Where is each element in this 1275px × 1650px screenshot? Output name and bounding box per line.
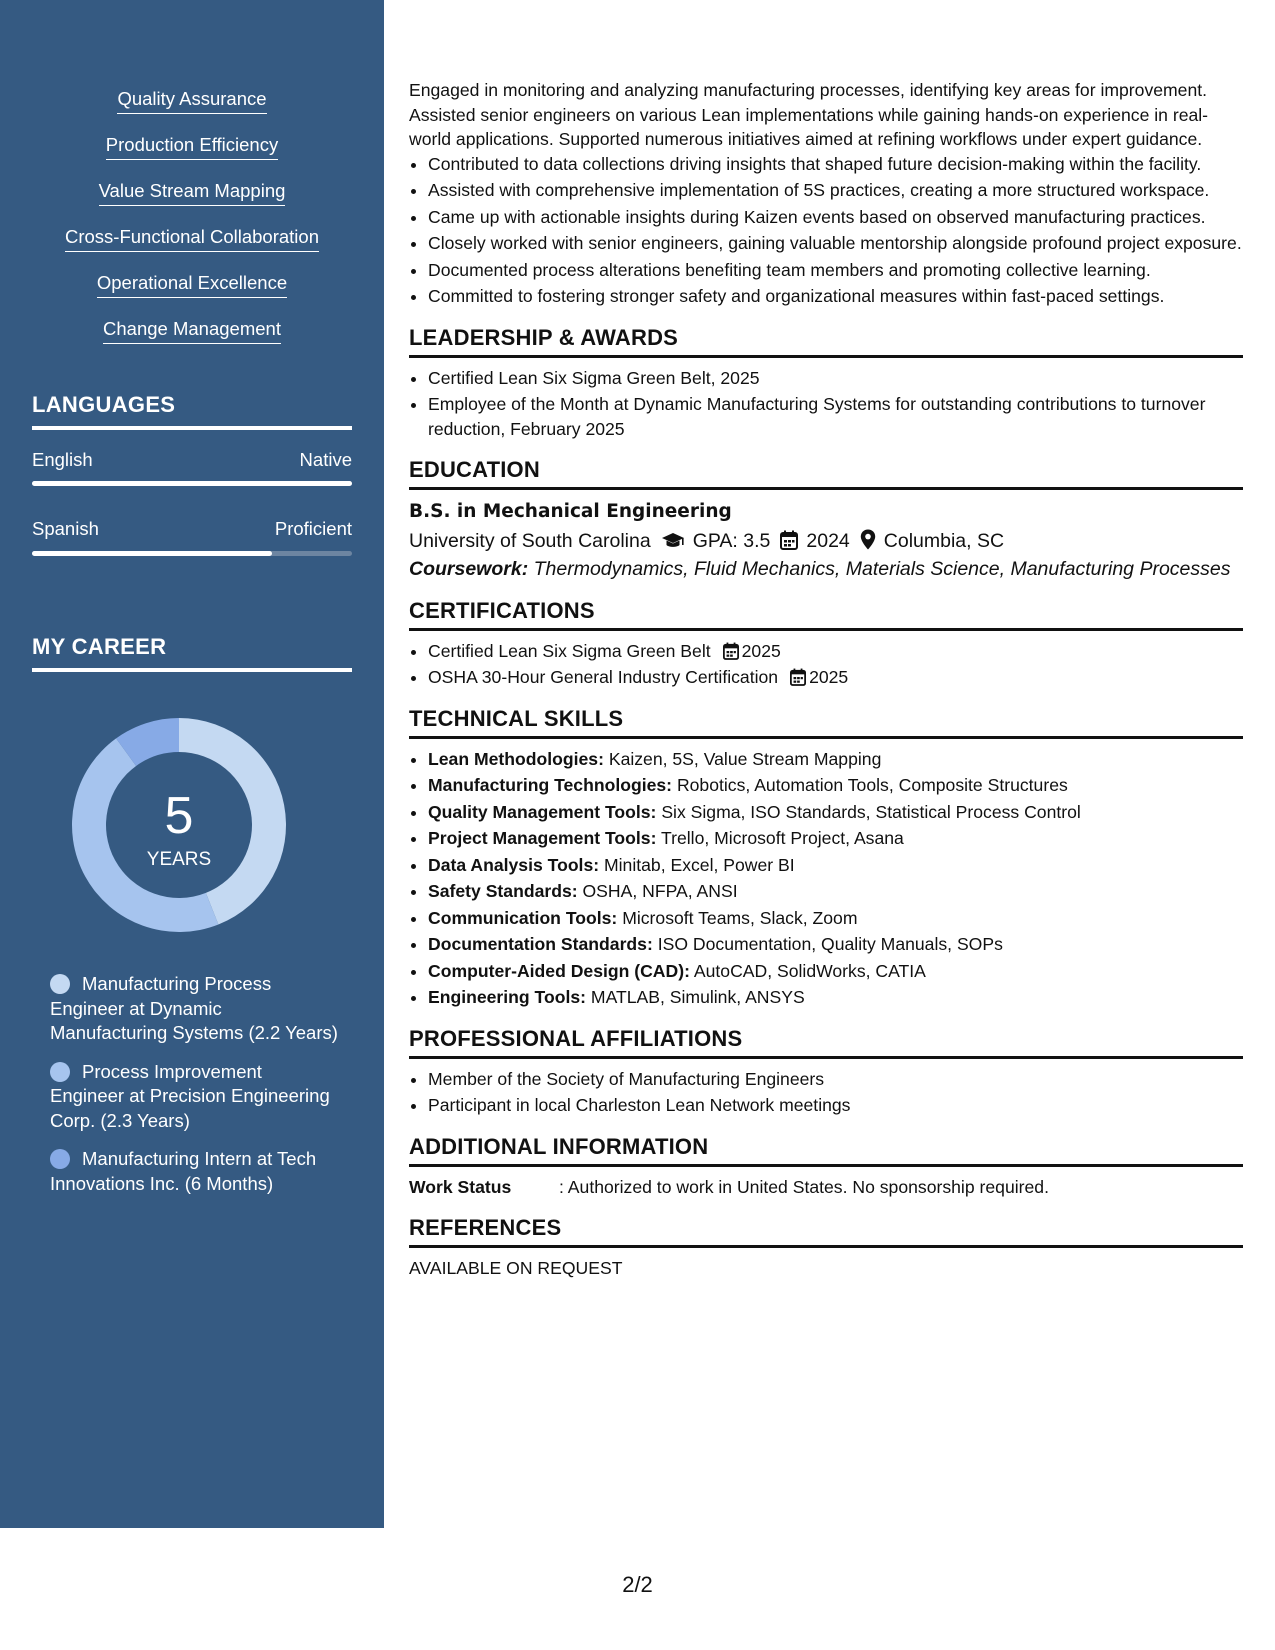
experience-bullets <box>409 152 1243 309</box>
list-item <box>428 985 1243 1010</box>
skill-category: Engineering Tools: <box>428 987 587 1007</box>
career-years-number: 5 <box>164 787 194 845</box>
graduation-cap-icon <box>661 532 685 550</box>
list-item <box>428 959 1243 984</box>
list-item: • Assisted with comprehensive implementation of 5S practices, creating a more structured workspace. <box>428 178 1243 203</box>
work-status-value: : Authorized to work in United States. No sponsorship required. <box>559 1176 1049 1197</box>
list-item: • Came up with actionable insights during Kaizen events based on observed manufacturing practices. <box>428 205 1243 230</box>
certification-name: OSHA 30-Hour General Industry Certification <box>428 667 779 687</box>
skill-values: Kaizen, 5S, Value Stream Mapping <box>608 748 882 769</box>
skill-values: OSHA, NFPA, ANSI <box>582 881 738 901</box>
career-legend-item <box>50 1060 340 1134</box>
list-item <box>428 932 1243 957</box>
coursework-label: Coursework: <box>409 558 529 580</box>
skill-values: ISO Documentation, Quality Manuals, SOPs <box>657 934 1003 954</box>
certification-year: 2025 <box>809 667 849 687</box>
career-legend-item <box>50 972 340 1046</box>
skill-values: AutoCAD, SolidWorks, CATIA <box>693 960 926 981</box>
section-heading: CERTIFICATIONS <box>409 598 1243 631</box>
legend-dot <box>50 1062 70 1082</box>
page-number: 2/2 <box>622 1572 653 1597</box>
skill-values: Robotics, Automation Tools, Composite Structures <box>676 775 1068 795</box>
skill-chip[interactable]: Operational Excellence <box>97 270 287 298</box>
language-level: Native <box>299 449 352 470</box>
skill-values: Six Sigma, ISO Standards, Statistical Process Control <box>661 801 1081 822</box>
sidebar <box>0 0 384 1528</box>
legend-dot <box>50 1149 70 1169</box>
skill-values: MATLAB, Simulink, ANSYS <box>590 987 805 1007</box>
skill-category: Safety Standards: <box>428 881 578 901</box>
language-row <box>32 518 352 540</box>
career-legend-item <box>50 1147 340 1196</box>
skill-chip[interactable]: Value Stream Mapping <box>99 178 286 206</box>
language-row <box>32 449 352 471</box>
skill-values: Microsoft Teams, Slack, Zoom <box>622 907 858 928</box>
skill-category: Manufacturing Technologies: <box>428 775 673 795</box>
language-level: Proficient <box>274 518 352 539</box>
graduation-year: 2024 <box>806 530 850 552</box>
skill-category: Data Analysis Tools: <box>428 854 600 875</box>
language-bar-fill <box>32 481 352 486</box>
language-bar-fill <box>32 551 272 556</box>
references-text: AVAILABLE ON REQUEST <box>409 1258 623 1278</box>
list-item <box>428 853 1243 878</box>
career-legend <box>50 972 340 1210</box>
language-name: Spanish <box>32 518 99 539</box>
coursework-list: Thermodynamics, Fluid Mechanics, Materials Science, Manufacturing Processes <box>533 558 1231 580</box>
list-item: • Committed to fostering stronger safety and organizational measures within fast-paced settings. <box>428 284 1243 309</box>
section-heading: ADDITIONAL INFORMATION <box>409 1134 1243 1167</box>
work-status-row <box>409 1175 1243 1200</box>
leadership-list <box>409 366 1243 442</box>
legend-dot <box>50 974 70 994</box>
calendar-icon <box>790 668 806 686</box>
list-item <box>428 906 1243 931</box>
skill-chip[interactable]: Quality Assurance <box>117 86 266 114</box>
list-item <box>428 800 1243 825</box>
list-item: • Certified Lean Six Sigma Green Belt, 2025 <box>428 366 1243 391</box>
skill-category: Quality Management Tools: <box>428 801 657 822</box>
list-item: • Participant in local Charleston Lean Network meetings <box>428 1093 1243 1118</box>
main-content <box>409 78 1243 1281</box>
career-legend-label: Manufacturing Process Engineer at Dynamic Manufacturing Systems (2.2 Years) <box>50 973 338 1043</box>
list-item <box>428 665 1243 690</box>
list-item: • Documented process alterations benefiting team members and promoting collective learning. <box>428 258 1243 283</box>
languages-heading: LANGUAGES <box>32 392 352 430</box>
career-donut-chart <box>66 712 292 938</box>
skill-list <box>0 86 384 362</box>
list-item <box>428 639 1243 664</box>
certifications-list <box>409 639 1243 690</box>
section-heading: REFERENCES <box>409 1215 1243 1248</box>
section-heading: PROFESSIONAL AFFILIATIONS <box>409 1026 1243 1059</box>
section-heading: LEADERSHIP & AWARDS <box>409 325 1243 358</box>
language-bar <box>32 481 352 486</box>
skill-category: Lean Methodologies: <box>428 748 604 769</box>
section-heading: TECHNICAL SKILLS <box>409 706 1243 739</box>
donut-segment <box>72 738 218 932</box>
gpa: GPA: 3.5 <box>692 530 771 552</box>
skill-values: Minitab, Excel, Power BI <box>603 854 795 875</box>
school-location: Columbia, SC <box>883 530 1005 552</box>
career-legend-label: Manufacturing Intern at Tech Innovations Inc. (6 Months) <box>50 1148 317 1194</box>
list-item <box>428 747 1243 772</box>
skill-chip[interactable]: Change Management <box>103 316 281 344</box>
list-item <box>428 879 1243 904</box>
list-item: • Closely worked with senior engineers, gaining valuable mentorship alongside profound project exposure. <box>428 231 1243 256</box>
coursework <box>409 557 1243 582</box>
map-pin-icon <box>860 529 876 550</box>
language-name: English <box>32 449 93 470</box>
list-item: • Member of the Society of Manufacturing Engineers <box>428 1067 1243 1092</box>
calendar-icon <box>780 530 798 550</box>
list-item <box>428 773 1243 798</box>
skill-category: Communication Tools: <box>428 907 618 928</box>
language-bar <box>32 551 352 556</box>
skill-category: Project Management Tools: <box>428 828 657 848</box>
technical-skills-list <box>409 747 1243 1010</box>
list-item <box>428 826 1243 851</box>
career-years-unit: YEARS <box>146 849 212 870</box>
career-heading: MY CAREER <box>32 634 352 672</box>
work-status-label: Work Status <box>409 1176 512 1197</box>
certification-name: Certified Lean Six Sigma Green Belt <box>428 640 711 661</box>
list-item: • Contributed to data collections driving insights that shaped future decision-making within the facility. <box>428 152 1243 177</box>
experience-summary: Engaged in monitoring and analyzing manufacturing processes, identifying key areas for improvement. Assisted senior engineers on various Lean implementations while gaining hands-on experience in real-world applications. Supported numerous initiatives aimed at refining workflows under expert guidance. <box>409 80 1209 149</box>
section-heading: EDUCATION <box>409 457 1243 490</box>
list-item: • Employee of the Month at Dynamic Manufacturing Systems for outstanding contributions to turnover reduction, February 2025 <box>428 392 1243 441</box>
skill-values: Trello, Microsoft Project, Asana <box>661 828 904 848</box>
calendar-icon <box>723 642 739 660</box>
skill-chip[interactable]: Production Efficiency <box>106 132 278 160</box>
career-legend-label: Process Improvement Engineer at Precision Engineering Corp. (2.3 Years) <box>50 1060 330 1131</box>
degree-title: B.S. in Mechanical Engineering <box>409 501 732 522</box>
affiliations-list <box>409 1067 1243 1118</box>
school-name: University of South Carolina <box>409 530 651 552</box>
certification-year: 2025 <box>741 640 781 661</box>
skill-chip[interactable]: Cross-Functional Collaboration <box>65 224 319 252</box>
donut-segment <box>179 718 286 924</box>
skill-category: Computer-Aided Design (CAD): <box>428 960 690 981</box>
skill-category: Documentation Standards: <box>428 934 653 954</box>
education-details <box>409 525 1243 557</box>
